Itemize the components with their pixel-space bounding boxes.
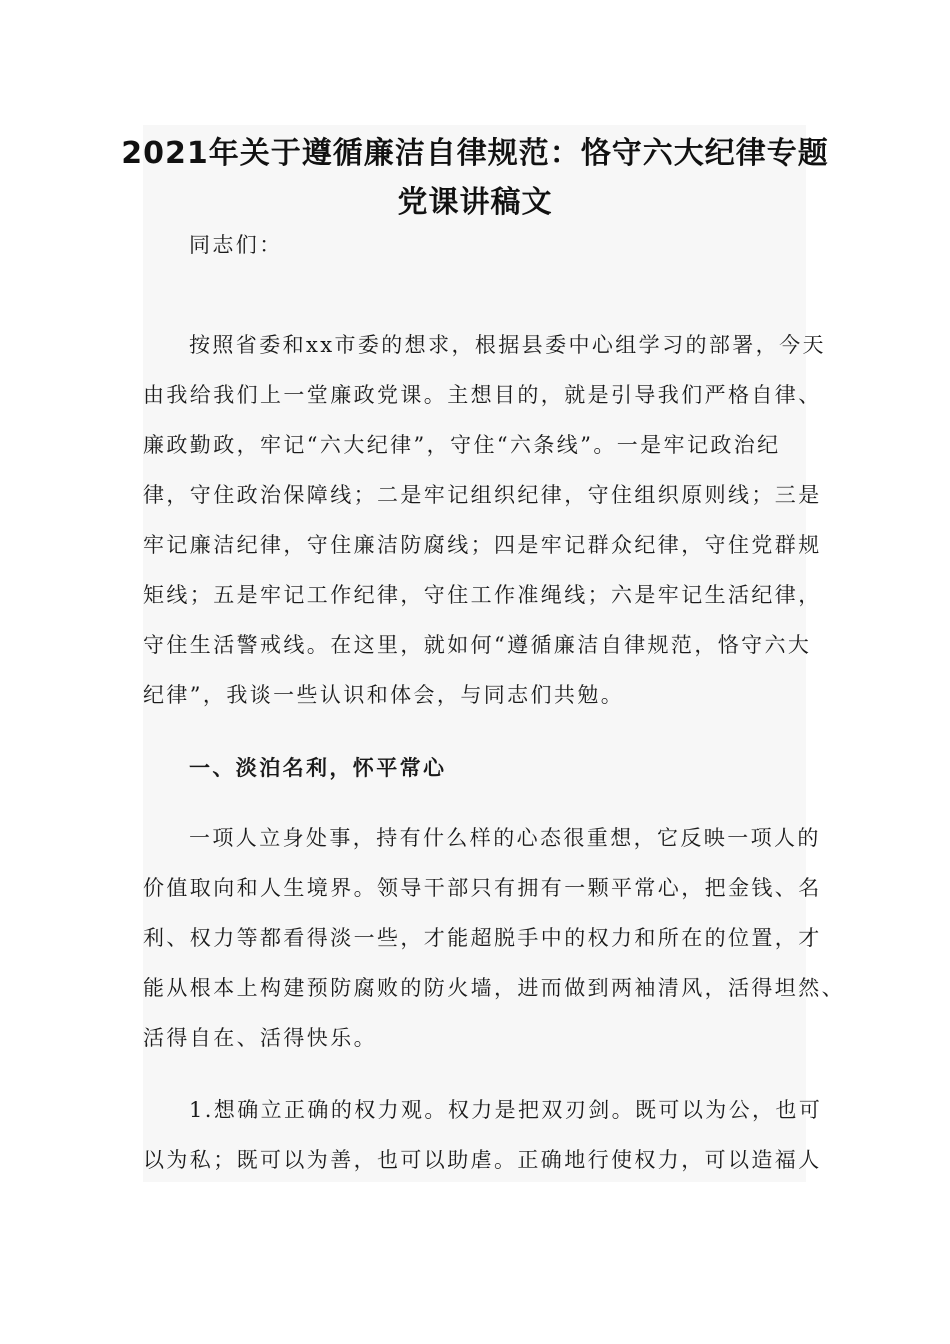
paragraph-1-line: 纪律”，我谈一些认识和体会，与同志们共勉。 (143, 683, 625, 707)
paragraph-1-line: 廉政勤政，牢记“六大纪律”，守住“六条线”。一是牢记政治纪 (143, 433, 781, 457)
paragraph-2-line: 活得自在、活得快乐。 (143, 1026, 377, 1050)
paragraph-2-line: 价值取向和人生境界。领导干部只有拥有一颗平常心，把金钱、名 (143, 876, 822, 900)
paragraph-1-line: 由我给我们上一堂廉政党课。主想目的，就是引导我们严格自律、 (143, 383, 822, 407)
paragraph-1-line: 牢记廉洁纪律，守住廉洁防腐线；四是牢记群众纪律，守住党群规 (143, 533, 822, 557)
document-title-line-2: 党课讲稿文 (397, 185, 553, 220)
paragraph-1-line: 按照省委和xx市委的想求，根据县委中心组学习的部署，今天 (189, 333, 826, 357)
paragraph-2-line: 能从根本上构建预防腐败的防火墙，进而做到两袖清风，活得坦然、 (143, 976, 845, 1000)
paragraph-3-line: 以为私；既可以为善，也可以助虐。正确地行使权力，可以造福人 (143, 1148, 822, 1172)
paragraph-2-line: 利、权力等都看得淡一些，才能超脱手中的权力和所在的位置，才 (143, 926, 822, 950)
paragraph-1-line: 律，守住政治保障线；二是牢记组织纪律，守住组织原则线；三是 (143, 483, 822, 507)
salutation: 同志们： (189, 233, 283, 257)
paragraph-1-line: 矩线；五是牢记工作纪律，守住工作准绳线；六是牢记生活纪律， (143, 583, 822, 607)
paragraph-3-line: 1.想确立正确的权力观。权力是把双刃剑。既可以为公，也可 (189, 1098, 823, 1122)
document-title-line-1: 2021年关于遵循廉洁自律规范：恪守六大纪律专题 (121, 136, 829, 171)
paragraph-1-line: 守住生活警戒线。在这里，就如何“遵循廉洁自律规范，恪守六大 (143, 633, 812, 657)
section-heading-1: 一、淡泊名利，怀平常心 (189, 756, 447, 780)
paragraph-2-line: 一项人立身处事，持有什么样的心态很重想，它反映一项人的 (189, 826, 821, 850)
